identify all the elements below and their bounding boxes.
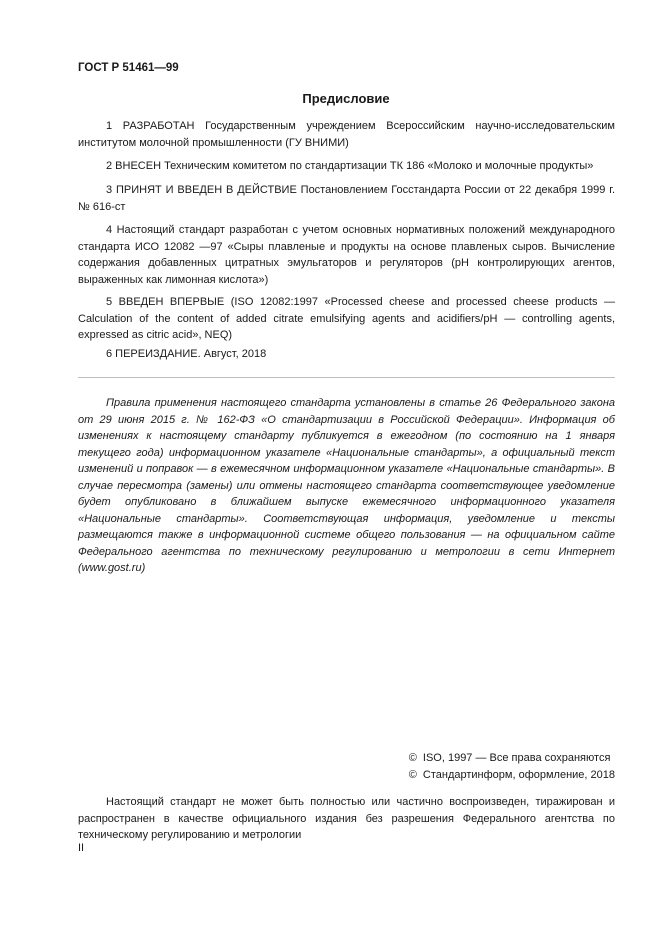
copyright-block (409, 750, 615, 783)
copyright-text-iso: ISO, 1997 — Все права сохраняются (422, 752, 611, 764)
section-divider (78, 377, 615, 378)
foreword-title: Предисловие (302, 91, 390, 106)
copyright-symbol: © (408, 768, 417, 781)
page-number: II (78, 842, 85, 854)
standard-application-notice: Правила применения настоящего стандарта установлены в статье 26 Федерального закона от 29 июня 2015 г. № 162-ФЗ «О стандартизации в Российской Федерации». Информация об изменениях к настоящему стандарту публикуется в ежегодном (по состоянию на 1 января текущего года) информационном указателе «Национальные стандарты», а официальный текст изменений и поправок — в ежемесячном информационном указателе «Национальные стандарты». В случае пересмотра (замены) или отмены настоящего стандарта соответствующее уведомление будет опубликовано в ближайшем выпуске ежемесячного информационного указателя «Национальные стандарты». Соответствующая информация, уведомление и тексты размещаются также в информационной системе общего пользования — на официальном сайте Федерального агентства по техническому регулированию и метрологии в сети Интернет (www.gost.ru) (78, 397, 615, 574)
copyright-symbol: © (408, 752, 417, 764)
foreword-clause-3: 3 ПРИНЯТ И ВВЕДЕН В ДЕЙСТВИЕ Постановлением Госстандарта России от 22 декабря 1999 г. № 616-ст (78, 184, 615, 213)
reproduction-notice: Настоящий стандарт не может быть полностью или частично воспроизведен, тиражирован и распространен в качестве официального издания без разрешения Федерального агентства по техническому регулированию и метрологии (78, 796, 615, 841)
foreword-clause-5: 5 ВВЕДЕН ВПЕРВЫЕ (ISO 12082:1997 «Processed cheese and processed cheese products — Calculation of the content of added citrate emulsifying agents and acidifiers/pH — controlling agents, expressed as citric acid», NEQ) (78, 296, 615, 341)
foreword-clause-4: 4 Настоящий стандарт разработан с учетом основных нормативных положений международного стандарта ИСО 12082 —97 «Сыры плавленые и продукты на основе плавленых сыров. Вычисление содержания добавленных цитратных эмульгаторов и регуляторов (рН контролирующих агентов, выраженных как лимонная кислота») (78, 224, 615, 286)
foreword-clause-6: 6 ПЕРЕИЗДАНИЕ. Август, 2018 (106, 348, 267, 360)
foreword-clause-2: 2 ВНЕСЕН Техническим комитетом по стандартизации ТК 186 «Молоко и молочные продукты» (106, 160, 594, 172)
copyright-line-standartinform (409, 767, 615, 784)
foreword-clause-1: 1 РАЗРАБОТАН Государственным учреждением Всероссийским научно-исследовательским институтом молочной промышленности (ГУ ВНИМИ) (78, 120, 615, 149)
copyright-line-iso (409, 750, 615, 767)
copyright-text-standartinform: Стандартинформ, оформление, 2018 (422, 768, 615, 781)
document-code: ГОСТ Р 51461—99 (78, 62, 179, 74)
